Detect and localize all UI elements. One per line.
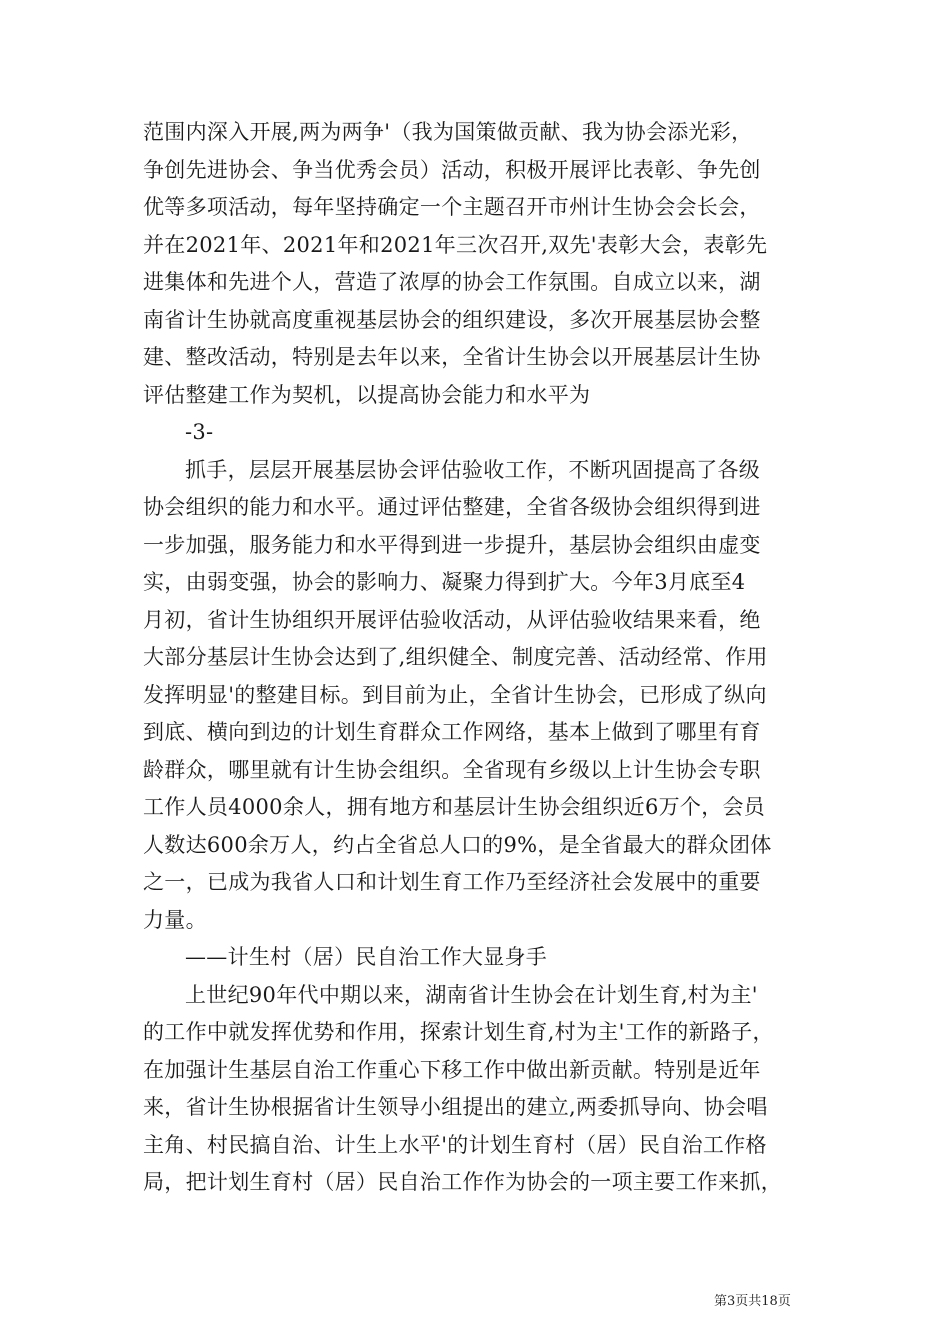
text-line: 一步加强，服务能力和水平得到进一步提升，基层协会组织由虚变 bbox=[143, 532, 761, 557]
inline-page-number: -3- bbox=[185, 420, 214, 444]
text-line: 南省计生协就高度重视基层协会的组织建设，多次开展基层协会整 bbox=[143, 307, 761, 332]
paragraph-start-line: 抓手，层层开展基层协会评估验收工作，不断巩固提高了各级 bbox=[185, 457, 761, 482]
text-line: 力量。 bbox=[143, 907, 207, 932]
section-heading: ——计生村（居）民自治工作大显身手 bbox=[185, 945, 548, 969]
text-line: 在加强计生基层自治工作重心下移工作中做出新贡献。特别是近年 bbox=[143, 1057, 761, 1082]
paragraph-start-line: 上世纪90年代中期以来，湖南省计生协会在计划生育,村为主' bbox=[185, 982, 758, 1007]
text-line: 发挥明显'的整建目标。到目前为止，全省计生协会，已形成了纵向 bbox=[143, 682, 767, 707]
text-line: 月初，省计生协组织开展评估验收活动，从评估验收结果来看，绝 bbox=[143, 607, 761, 632]
text-line: 之一，已成为我省人口和计划生育工作乃至经济社会发展中的重要 bbox=[143, 870, 761, 894]
text-line: 争创先进协会、争当优秀会员）活动，积极开展评比表彰、争先创 bbox=[143, 157, 761, 182]
text-line: 协会组织的能力和水平。通过评估整建，全省各级协会组织得到进 bbox=[143, 495, 761, 519]
text-line: 主角、村民搞自治、计生上水平'的计划生育村（居）民自治工作格 bbox=[143, 1132, 767, 1157]
text-line: 进集体和先进个人，营造了浓厚的协会工作氛围。自成立以来，湖 bbox=[143, 270, 761, 294]
text-line: 并在2021年、2021年和2021年三次召开,双先'表彰大会，表彰先 bbox=[143, 232, 768, 257]
text-line: 人数达600余万人，约占全省总人口的9%，是全省最大的群众团体 bbox=[143, 832, 772, 857]
text-line: 龄群众，哪里就有计生协会组织。全省现有乡级以上计生协会专职 bbox=[143, 757, 761, 782]
text-line: 实，由弱变强，协会的影响力、凝聚力得到扩大。今年3月底至4 bbox=[143, 570, 746, 594]
text-line: 大部分基层计生协会达到了,组织健全、制度完善、活动经常、作用 bbox=[143, 645, 768, 669]
text-line: 到底、横向到边的计划生育群众工作网络，基本上做到了哪里有育 bbox=[143, 720, 761, 744]
text-line: 优等多项活动，每年坚持确定一个主题召开市州计生协会会长会， bbox=[143, 195, 761, 219]
text-line: 来，省计生协根据省计生领导小组提出的建立,两委抓导向、协会唱 bbox=[143, 1095, 768, 1119]
text-line: 评估整建工作为契机，以提高协会能力和水平为 bbox=[143, 382, 591, 407]
text-line: 工作人员4000余人，拥有地方和基层计生协会组织近6万个，会员 bbox=[143, 795, 766, 819]
text-line: 的工作中就发挥优势和作用，探索计划生育,村为主'工作的新路子， bbox=[143, 1020, 774, 1044]
text-line: 范围内深入开展,两为两争'（我为国策做贡献、我为协会添光彩， bbox=[143, 120, 753, 144]
page-footer: 第3页共18页 bbox=[714, 1294, 791, 1309]
document-body bbox=[143, 114, 823, 1202]
text-line: 建、整改活动，特别是去年以来，全省计生协会以开展基层计生协 bbox=[143, 345, 761, 369]
text-line: 局，把计划生育村（居）民自治工作作为协会的一项主要工作来抓， bbox=[143, 1170, 782, 1194]
